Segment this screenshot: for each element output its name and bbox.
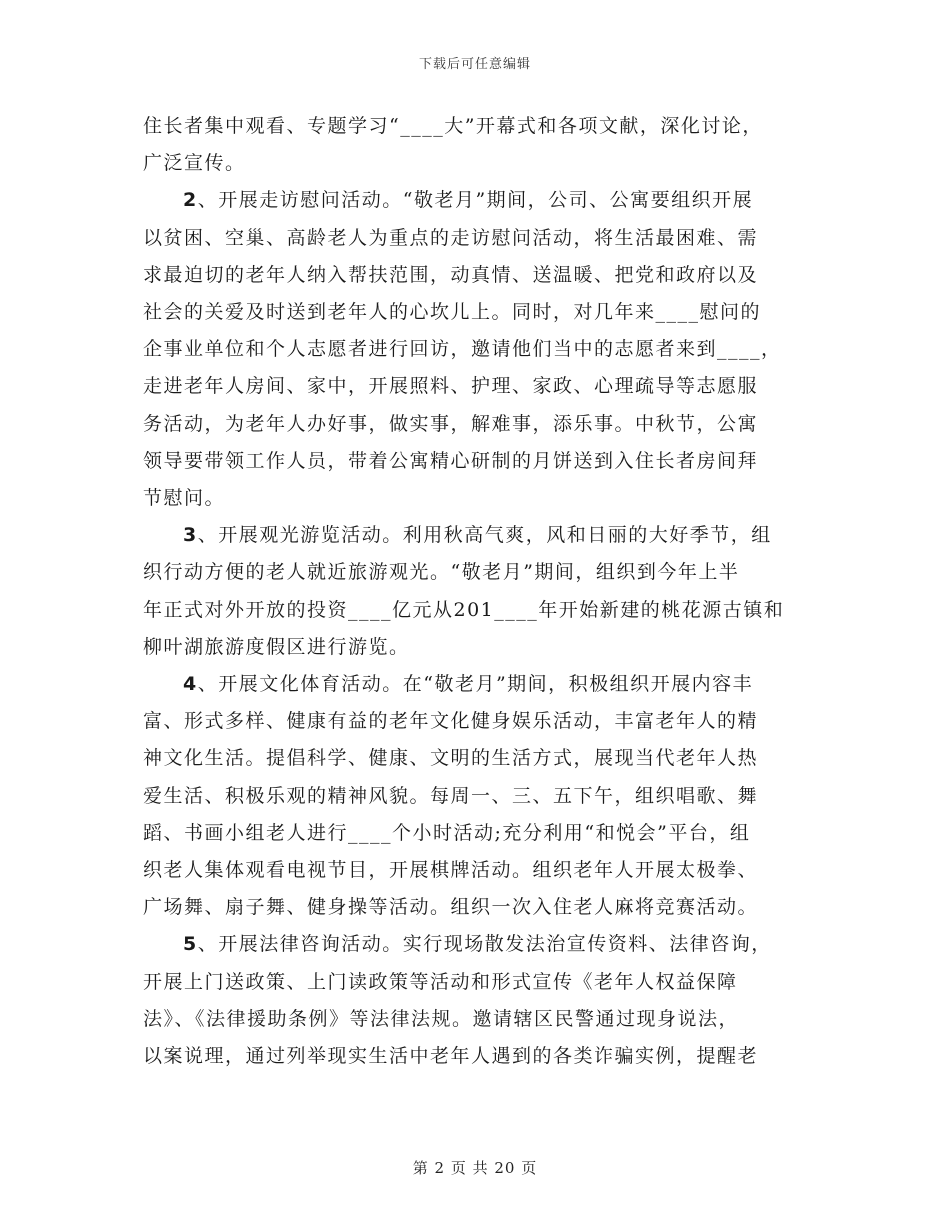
text-line: 社会的关爱及时送到老年人的心坎儿上。同时，对几年来____慰问的 — [143, 301, 762, 324]
text-line: 住长者集中观看、专题学习“____大”开幕式和各项文献，深化讨论， — [143, 115, 763, 137]
document-body — [143, 108, 808, 1075]
text-line-content: 、开展法律咨询活动。实行现场散发法治宣传资料、法律咨询， — [197, 933, 772, 956]
page-footer: 第 2 页 共 20 页 — [412, 1159, 538, 1177]
text-line: 求最迫切的老年人纳入帮扶范围，动真情、送温暖、把党和政府以及 — [143, 263, 759, 286]
text-line: 节慰问。 — [143, 487, 226, 510]
section-number: 5 — [183, 933, 198, 956]
text-line — [143, 666, 808, 703]
text-line: 务活动，为老年人办好事，做实事，解难事，添乐事。中秋节，公寓 — [143, 412, 759, 435]
text-line: 以案说理，通过列举现实生活中老年人遇到的各类诈骗实例，提醒老 — [143, 1045, 759, 1068]
text-line — [143, 182, 808, 219]
text-line: 法》、《法律援助条例》等法律法规。邀请辖区民警通过现身说法， — [143, 1007, 740, 1030]
paragraph-3 — [143, 517, 808, 666]
text-line-content: 、开展文化体育活动。在“敬老月”期间，积极组织开展内容丰 — [197, 673, 754, 696]
text-line — [143, 517, 808, 554]
text-line: 走进老年人房间、家中，开展照料、护理、家政、心理疏导等志愿服 — [143, 375, 759, 398]
text-line: 年正式对外开放的投资____亿元从201____年开始新建的桃花源古镇和 — [143, 598, 785, 621]
page-header: 下载后可任意编辑 — [418, 57, 531, 72]
text-line: 广场舞、扇子舞、健身操等活动。组织一次入住老人麻将竞赛活动。 — [143, 896, 759, 919]
section-number: 3 — [183, 524, 198, 547]
text-line: 爱生活、积极乐观的精神风貌。每周一、三、五下午，组织唱歌、舞 — [143, 784, 759, 807]
text-line: 神文化生活。提倡科学、健康、文明的生活方式，展现当代老年人热 — [143, 747, 759, 770]
text-line: 蹈、书画小组老人进行____个小时活动;充分利用“和悦会”平台，组 — [143, 821, 751, 844]
text-line: 开展上门送政策、上门读政策等活动和形式宣传《老年人权益保障 — [143, 970, 738, 993]
paragraph — [143, 108, 808, 182]
text-line-content: 、开展走访慰问活动。“敬老月”期间，公司、公寓要组织开展 — [197, 189, 754, 212]
text-line: 广泛宣传。 — [143, 152, 246, 175]
text-line: 柳叶湖旅游度假区进行游览。 — [143, 635, 410, 658]
section-number: 4 — [183, 673, 198, 696]
text-line: 织行动方便的老人就近旅游观光。“敬老月”期间，组织到今年上半 — [143, 561, 740, 584]
text-line: 企事业单位和个人志愿者进行回访，邀请他们当中的志愿者来到____， — [143, 338, 782, 361]
text-line-content: 、开展观光游览活动。利用秋高气爽，风和日丽的大好季节，组 — [197, 524, 772, 547]
text-line: 织老人集体观看电视节目，开展棋牌活动。组织老年人开展太极拳、 — [143, 859, 759, 882]
text-line: 领导要带领工作人员，带着公寓精心研制的月饼送到入住长者房间拜 — [143, 449, 759, 472]
paragraph-2 — [143, 182, 808, 517]
text-line: 以贫困、空巢、高龄老人为重点的走访慰问活动，将生活最困难、需 — [143, 226, 759, 249]
text-line — [143, 926, 808, 963]
text-line: 富、形式多样、健康有益的老年文化健身娱乐活动，丰富老年人的精 — [143, 710, 759, 733]
paragraph-4 — [143, 666, 808, 926]
section-number: 2 — [183, 189, 198, 212]
paragraph-5 — [143, 926, 808, 1075]
